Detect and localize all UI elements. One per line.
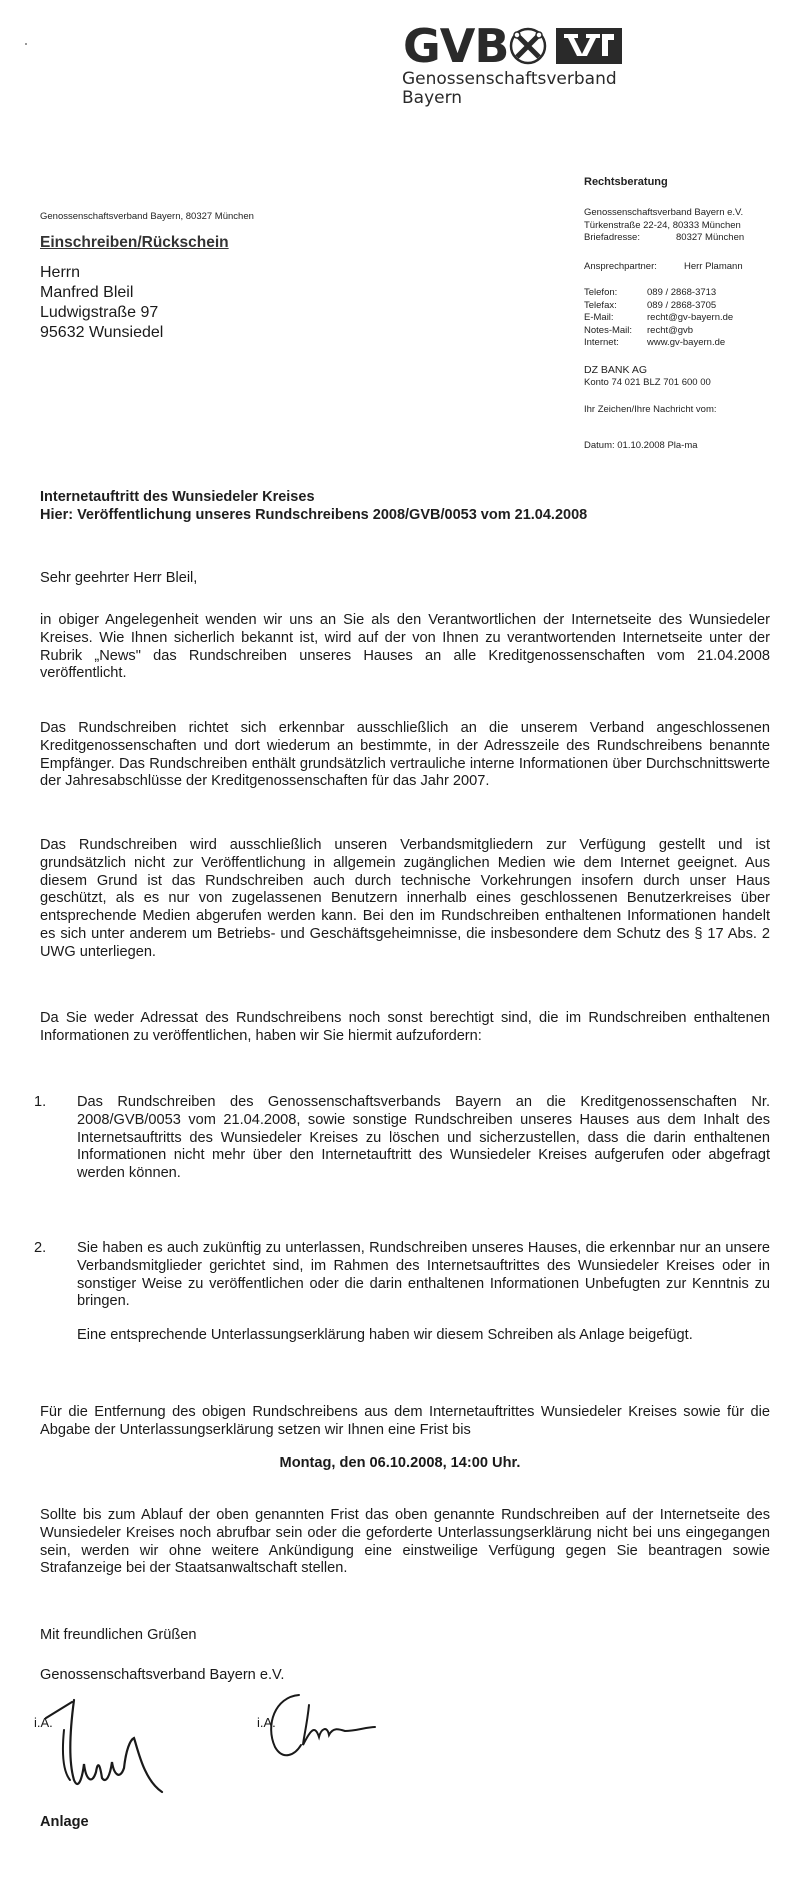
- demand-text-2: Sie haben es auch zukünftig zu unterlassen, Rundschreiben unseres Hauses, die erkennbar nur an unsere Verbandsmitglieder gerichtet sind, im Rahmen des Internetsauftrittes des Wunsiedeler Kreises oder in sonstiger Weise zu veröffentlichen oder die darin enthaltenen Informationen Unbefugten zur Kenntnis zu bringen.: [77, 1240, 770, 1310]
- email-value: recht@gv-bayern.de: [647, 312, 734, 323]
- postal-value: 80327 München: [676, 232, 745, 243]
- contact-row-email: [584, 312, 733, 325]
- consequence-paragraph: Sollte bis zum Ablauf der oben genannten Frist das oben genannte Rundschreiben auf der Internetseite des Wunsiedeler Kreises noch abrufbar sein oder die geforderte Unterlassungserklärung nicht bei uns eingegangen sein, werden wir ohne weitere Ankündigung eine einstweilige Verfügung gegen Sie beantragen sowie Strafanzeige bei der Staatsanwaltschaft stellen.: [40, 1507, 770, 1577]
- org-name: Genossenschaftsverband Bayern e.V.: [584, 207, 744, 218]
- website-value: www.gv-bayern.de: [647, 337, 726, 348]
- deadline: Montag, den 06.10.2008, 14:00 Uhr.: [279, 1455, 521, 1471]
- reference-label: Ihr Zeichen/Ihre Nachricht vom:: [584, 404, 717, 415]
- deadline-intro: Für die Entfernung des obigen Rundschreibens aus dem Internetauftrittes Wunsiedeler Kreises sowie für die Abgabe der Unterlassungserklärung setzen wir Ihnen eine Frist bis: [40, 1404, 770, 1438]
- scan-artifact: [25, 43, 27, 45]
- fax-value: 089 / 2868-3705: [647, 299, 717, 311]
- contact-label: E-Mail:: [584, 312, 614, 323]
- contact-row-phone: [584, 287, 733, 300]
- subject: [40, 488, 587, 524]
- contact-value: Herr Plamann: [684, 261, 743, 272]
- logo-text: GVB: [403, 19, 509, 73]
- subject-line1: Internetauftritt des Wunsiedeler Kreises: [40, 489, 315, 505]
- bank-name: DZ BANK AG: [584, 364, 648, 376]
- bank-account: Konto 74 021 BLZ 701 600 00: [584, 376, 711, 388]
- recipient-city: 95632 Wunsiedel: [40, 324, 164, 341]
- contact-row-internet: [584, 337, 733, 350]
- contact-row-fax: [584, 300, 733, 313]
- signature-1: [40, 1680, 180, 1800]
- contact-row-notes: [584, 325, 733, 338]
- recipient-name: Manfred Bleil: [40, 284, 134, 301]
- signature-org: Genossenschaftsverband Bayern e.V.: [40, 1667, 285, 1683]
- greeting: Sehr geehrter Herr Bleil,: [40, 570, 198, 586]
- date-line: Datum: 01.10.2008 Pla-ma: [584, 440, 698, 451]
- logo-subtitle-line2: Bayern: [402, 88, 463, 108]
- org-address-block: [584, 207, 744, 245]
- contact-person-row: [584, 261, 743, 274]
- signatory-1-prefix: i.A.: [34, 1715, 53, 1730]
- subject-line2: Hier: Veröffentlichung unseres Rundschreibens 2008/GVB/0053 vom 21.04.2008: [40, 507, 588, 523]
- paragraph-4: Da Sie weder Adressat des Rundschreibens noch sonst berechtigt sind, die im Rundschreiben enthaltenen Informationen zu veröffentlichen, haben wir Sie hiermit aufzufordern:: [40, 1010, 770, 1044]
- contact-label: Notes-Mail:: [584, 324, 633, 336]
- closing: Mit freundlichen Grüßen: [40, 1627, 197, 1643]
- contact-label: Telefon:: [584, 287, 618, 298]
- contact-details: [584, 287, 733, 350]
- bank-details: [584, 364, 711, 389]
- gvb-logo: [403, 19, 623, 73]
- department-title: Rechtsberatung: [584, 176, 668, 188]
- org-street: Türkenstraße 22-24, 80333 München: [584, 219, 741, 231]
- demand-number-1: 1.: [34, 1094, 47, 1110]
- postal-label: Briefadresse:: [584, 232, 640, 243]
- enclosure-note: Eine entsprechende Unterlassungserklärung haben wir diesem Schreiben als Anlage beigefügt.: [77, 1327, 693, 1343]
- crossed-tools-icon: [508, 26, 548, 66]
- recipient-salutation: Herrn: [40, 264, 81, 281]
- notes-mail-value: recht@gvb: [647, 324, 694, 336]
- phone-value: 089 / 2868-3713: [647, 287, 717, 298]
- demand-text-1: Das Rundschreiben des Genossenschaftsverbands Bayern an die Kreditgenossenschaften Nr. 2008/GVB/0053 vom 21.04.2008, sowie sonstige Rundschreiben unseres Hauses aus dem Inhalt des Internetsauftritts des Wunsiedeler Kreises zu löschen und sicherzustellen, dass die darin enthaltenen Informationen nicht mehr über den Internetauftritt des Wunsiedeler Kreises aufgerufen oder abgefragt werden können.: [77, 1094, 770, 1182]
- paragraph-2: Das Rundschreiben richtet sich erkennbar ausschließlich an die unserem Verband angeschlossenen Kreditgenossenschaften und dort wiederum an bestimmte, in der Adresszeile des Rundschreibens benannte Empfänger. Das Rundschreiben enthält grundsätzlich vertrauliche interne Informationen über Durchschnittswerte der Jahresabschlüsse der Kreditgenossenschaften für das Jahr 2007.: [40, 720, 770, 790]
- volksbank-logo-icon: [556, 28, 622, 64]
- contact-label: Telefax:: [584, 299, 617, 311]
- postal-address-row: [584, 232, 744, 245]
- logo-subtitle: [402, 70, 617, 108]
- logo-subtitle-line1: Genossenschaftsverband: [402, 69, 617, 89]
- sender-return-line: Genossenschaftsverband Bayern, 80327 München: [40, 211, 254, 222]
- attachment-label: Anlage: [40, 1814, 89, 1830]
- paragraph-3: Das Rundschreiben wird ausschließlich unseren Verbandsmitgliedern zur Verfügung gestellt und ist grundsätzlich nicht zur Veröffentlichung in allgemein zugänglichen Medien wie dem Internet geeignet. Aus diesem Grund ist das Rundschreiben auch durch technische Vorkehrungen insofern durch unser Haus geschützt, als es nur von zugelassenen Benutzern innerhalb eines geschlossenen Benutzerkreises über entsprechende Medien abgerufen werden kann. Bei den im Rundschreiben enthaltenen Informationen handelt es sich unter anderem um Betriebs- und Geschäftsgeheimnisse, die insbesondere dem Schutz des § 17 Abs. 2 UWG unterliegen.: [40, 837, 770, 960]
- contact-label: Internet:: [584, 337, 619, 348]
- recipient-street: Ludwigstraße 97: [40, 304, 159, 321]
- signatory-2-prefix: i.A.: [257, 1715, 276, 1730]
- signature-2: [255, 1685, 395, 1765]
- recipient-address: [40, 263, 163, 343]
- contact-label: Ansprechpartner:: [584, 261, 657, 272]
- delivery-type: Einschreiben/Rückschein: [40, 234, 229, 251]
- paragraph-1: in obiger Angelegenheit wenden wir uns an Sie als den Verantwortlichen der Internetseite des Wunsiedeler Kreises. Wie Ihnen sicherlich bekannt ist, wird auf der von Ihnen zu verantwortenden Internetseite unter der Rubrik „News" das Rundschreiben unseres Hauses an alle Kreditgenossenschaften vom 21.04.2008 veröffentlicht.: [40, 612, 770, 682]
- demand-number-2: 2.: [34, 1240, 47, 1256]
